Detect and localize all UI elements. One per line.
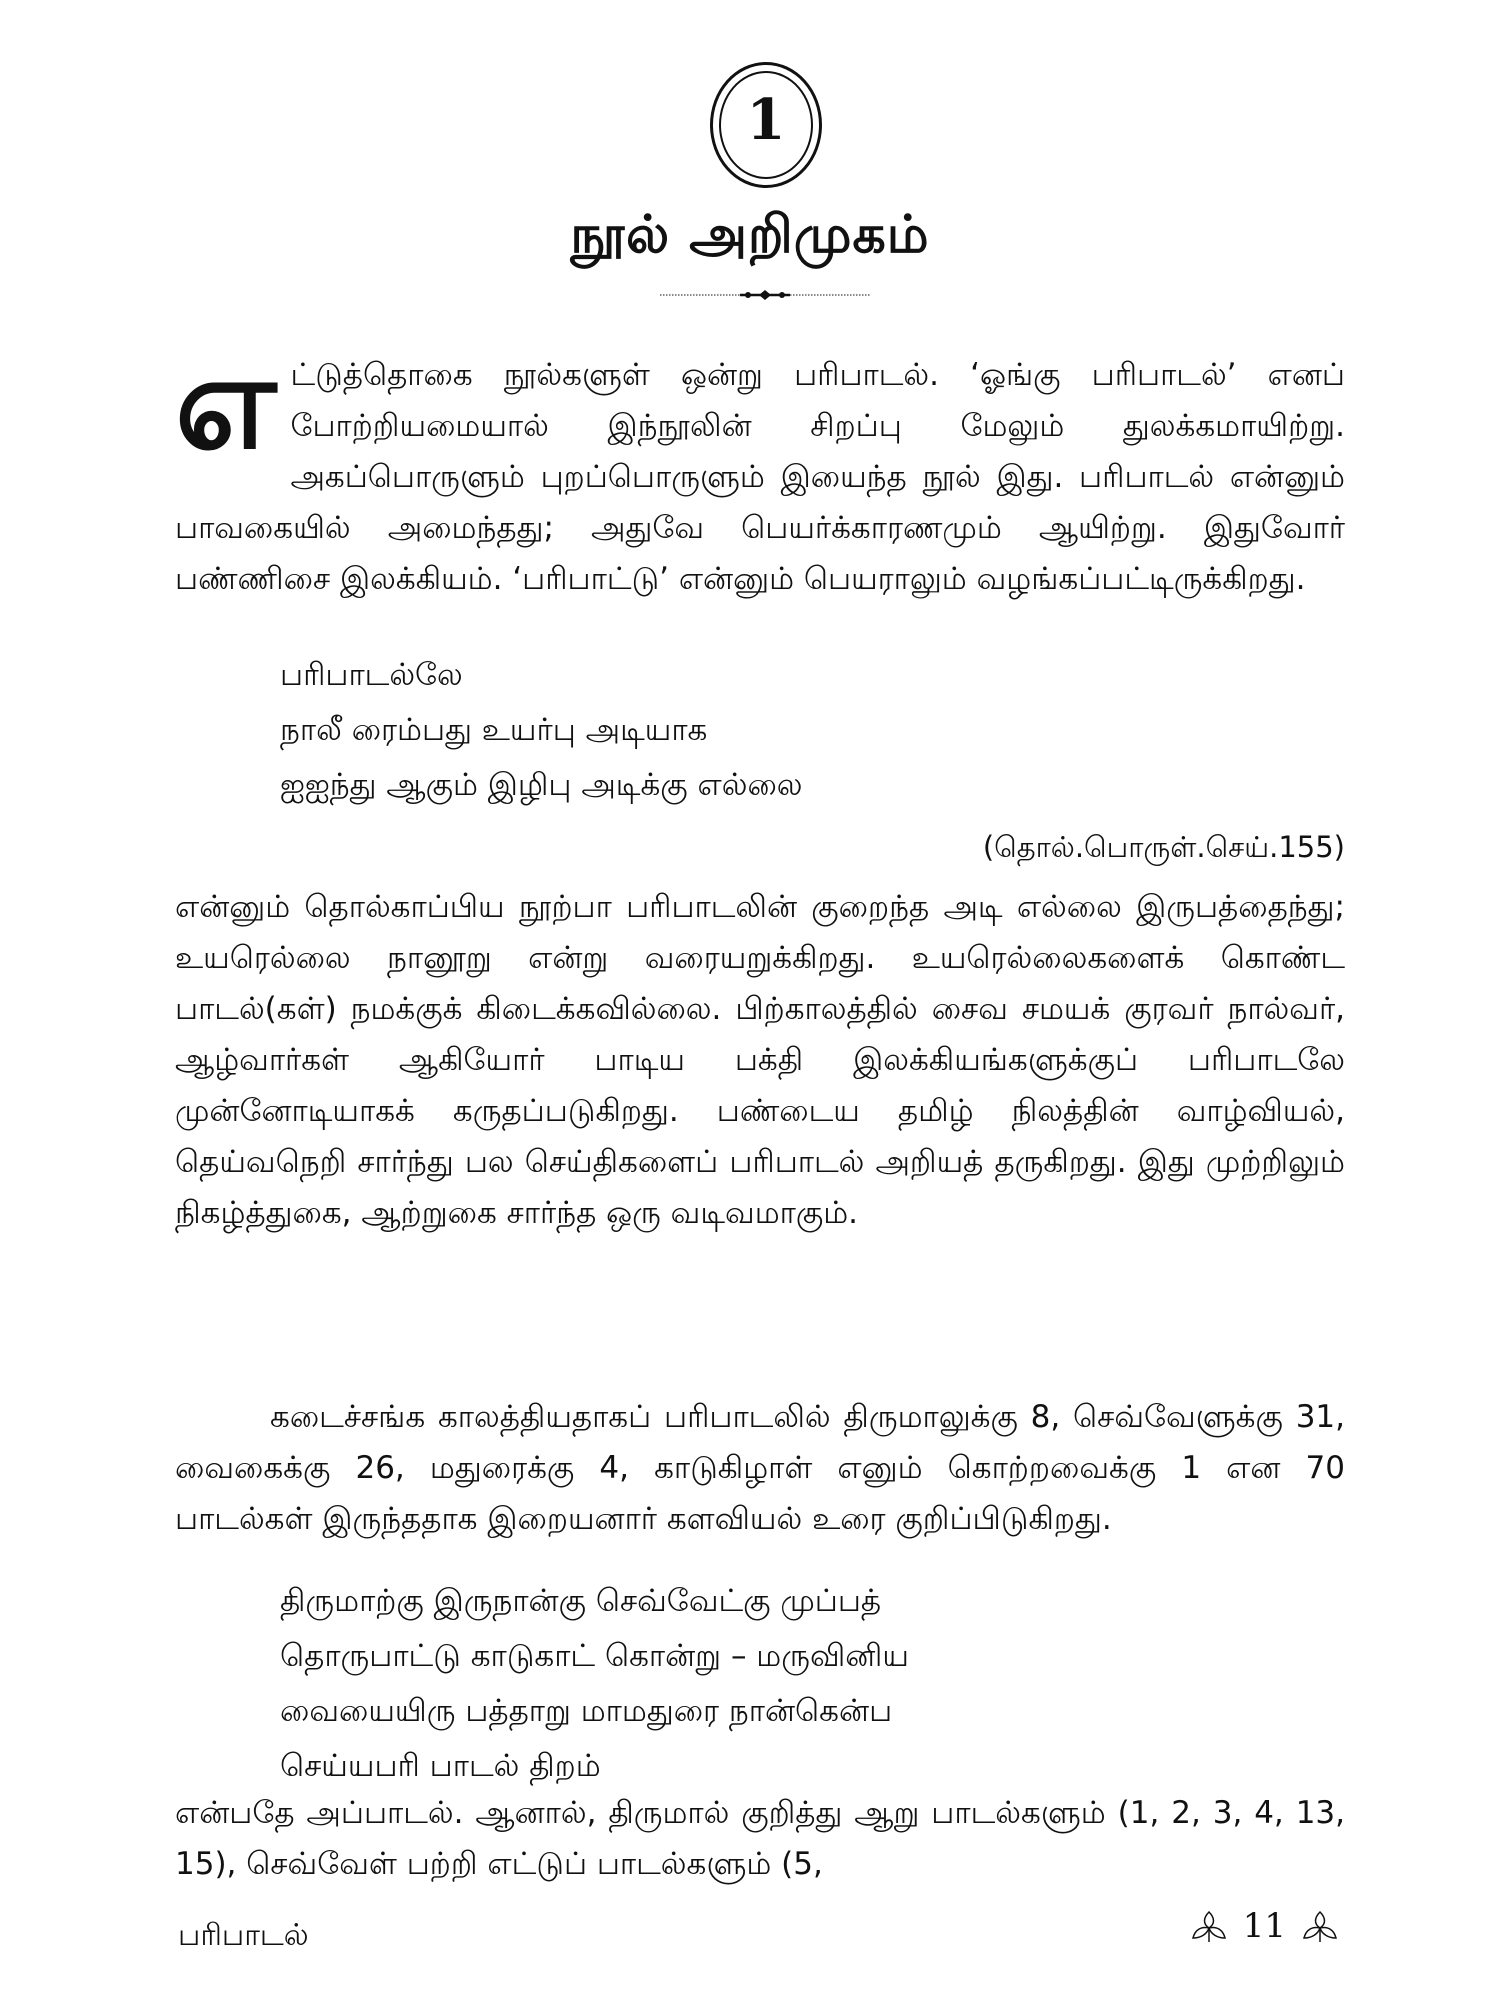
paragraph-3: கடைச்சங்க காலத்தியதாகப் பரிபாடலில் திருமாலுக்கு 8, செவ்வேளுக்கு 31, வைகைக்கு 26, மதுரைக்கு 4, காடுகிழாள் எனும் கொற்றவைக்கு 1 என 70 பாடல்கள் இருந்ததாக இறையனார் களவியல் உரை குறிப்பிடுகிறது. [175, 1399, 1345, 1537]
verse-citation: (தொல்.பொருள்.செய்.155) [982, 830, 1345, 864]
verse-line: திருமாற்கு இருநான்கு செவ்வேட்கு முப்பத் [280, 1583, 882, 1619]
verse-line: வையையிரு பத்தாறு மாமதுரை நான்கென்ப [280, 1693, 893, 1729]
page-number: 11 [1242, 1906, 1286, 1946]
intro-text: ட்டுத்தொகை நூல்களுள் ஒன்று பரிபாடல். ‘ஓங்கு பரிபாடல்’ எனப் போற்றியமையால் இந்நூலின் சிறப்பு மேலும் துலக்கமாயிற்று. அகப்பொருளும் புறப்பொருளும் இயைந்த நூல் இது. பரிபாடல் என்னும் பாவகையில் அமைந்தது; அதுவே பெயர்க்காரணமும் ஆயிற்று. இதுவோர் பண்ணிசை இலக்கியம். ‘பரிபாட்டு’ என்னும் பெயராலும் வழங்கப்பட்டிருக்கிறது. [175, 357, 1345, 597]
verse-line: பரிபாடல்லே [280, 657, 463, 693]
title-divider-ornament [660, 285, 870, 305]
drop-cap: எ [175, 326, 277, 478]
verse-line: செய்யபரி பாடல் திறம் [280, 1748, 601, 1784]
paragraph-4: என்பதே அப்பாடல். ஆனால், திருமால் குறித்து ஆறு பாடல்களும் (1, 2, 3, 4, 13, 15), செவ்வேள் பற்றி எட்டுப் பாடல்களும் (5, [175, 1795, 1345, 1882]
chapter-number-badge [710, 62, 822, 188]
paragraph-2: என்னும் தொல்காப்பிய நூற்பா பரிபாடலின் குறைந்த அடி எல்லை இருபத்தைந்து; உயரெல்லை நானூறு என்று வரையறுக்கிறது. உயரெல்லைகளைக் கொண்ட பாடல்(கள்) நமக்குக் கிடைக்கவில்லை. பிற்காலத்தில் சைவ சமயக் குரவர் நால்வர், ஆழ்வார்கள் ஆகியோர் பாடிய பக்தி இலக்கியங்களுக்குப் பரிபாடலே முன்னோடியாகக் கருதப்படுகிறது. பண்டைய தமிழ் நிலத்தின் வாழ்வியல், தெய்வநெறி சார்ந்து பல செய்திகளைப் பரிபாடல் அறியத் தருகிறது. இது முற்றிலும் நிகழ்த்துகை, ஆற்றுகை சார்ந்த ஒரு வடிவமாகும். [175, 889, 1345, 1231]
page-number-group [1189, 1906, 1340, 1946]
verse-line: ஐஐந்து ஆகும் இழிபு அடிக்கு எல்லை [280, 767, 803, 803]
chapter-title: நூல் அறிமுகம் [570, 205, 930, 265]
floral-ornament-icon [1300, 1908, 1340, 1944]
intro-paragraph [175, 326, 1345, 605]
verse-block-1 [280, 648, 803, 813]
verse-line: நாலீ ரைம்பது உயர்பு அடியாக [280, 712, 708, 748]
verse-line: தொருபாட்டு காடுகாட் கொன்று – மருவினிய [280, 1638, 909, 1674]
verse-block-2 [280, 1574, 909, 1794]
running-footer-title: பரிபாடல் [178, 1918, 309, 1953]
chapter-number: 1 [746, 87, 786, 153]
floral-ornament-icon [1189, 1908, 1229, 1944]
